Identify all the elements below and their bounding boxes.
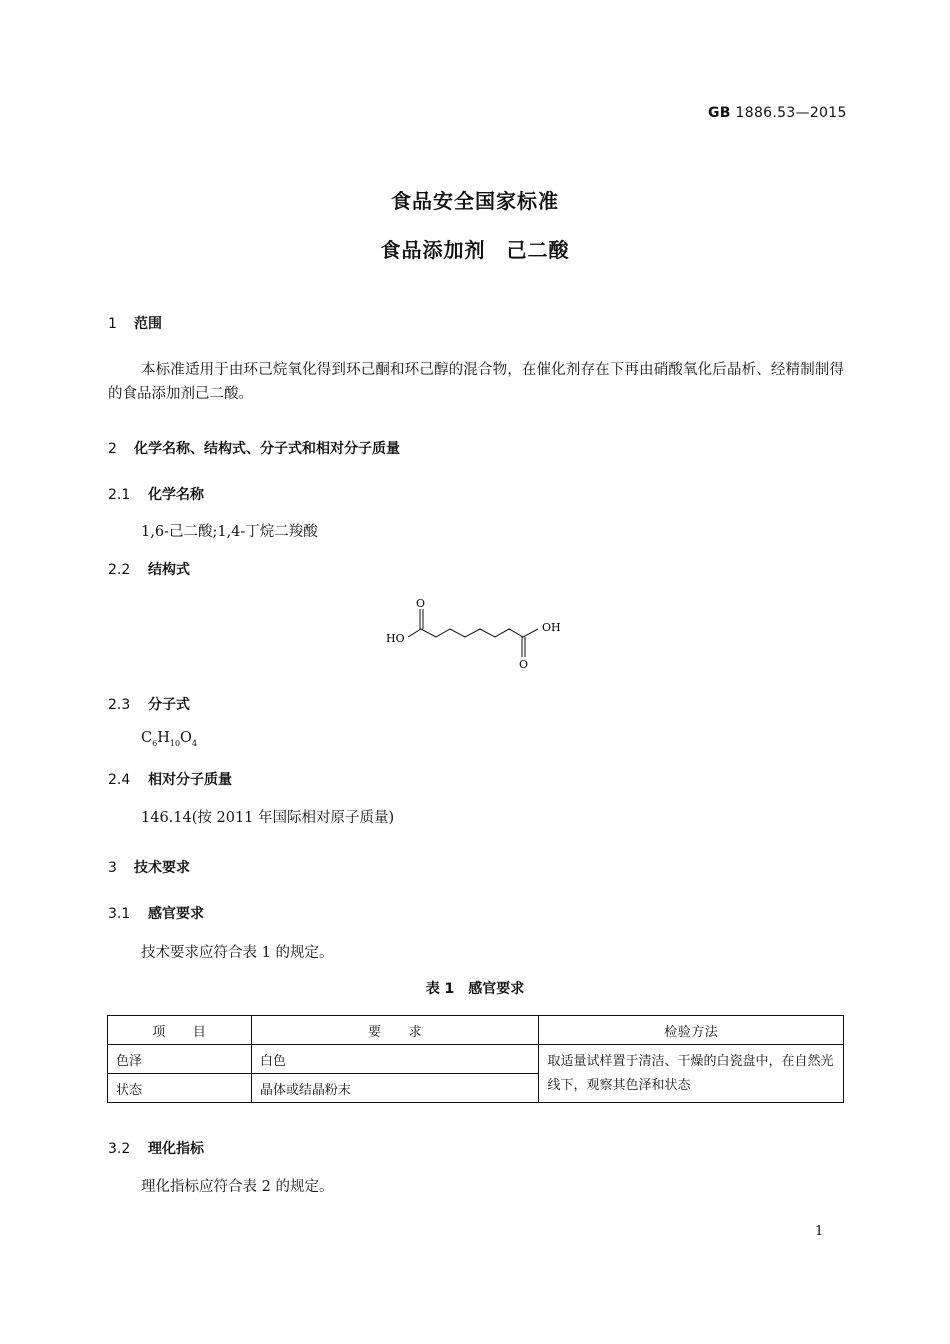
section-number: 3 bbox=[108, 860, 117, 876]
section-2-heading bbox=[108, 438, 400, 458]
formula-c-count: 6 bbox=[152, 738, 158, 748]
section-title: 范围 bbox=[134, 316, 162, 332]
section-2-1-heading bbox=[108, 484, 204, 504]
physicochemical-note: 理化指标应符合表 2 的规定。 bbox=[141, 1179, 334, 1195]
section-title: 分子式 bbox=[148, 697, 190, 713]
section-title: 化学名称 bbox=[148, 487, 204, 503]
section-number: 2.1 bbox=[108, 487, 131, 503]
standard-code bbox=[708, 105, 847, 121]
page-number: 1 bbox=[815, 1224, 824, 1239]
formula-c: C bbox=[141, 730, 153, 746]
table-row bbox=[108, 1045, 844, 1074]
oxygen-top-label: O bbox=[416, 597, 426, 610]
sensory-requirements-table bbox=[107, 1015, 844, 1103]
section-2-3-heading bbox=[108, 694, 190, 714]
section-1-heading bbox=[108, 313, 162, 333]
header-requirement: 要 求 bbox=[251, 1016, 539, 1045]
row-requirement: 白色 bbox=[251, 1045, 539, 1074]
section-title: 感官要求 bbox=[148, 906, 204, 922]
section-2-2-heading bbox=[108, 559, 190, 579]
molecular-weight: 146.14(按 2011 年国际相对原子质量) bbox=[141, 810, 395, 826]
section-title: 技术要求 bbox=[134, 860, 190, 876]
main-title: 食品安全国家标准 bbox=[391, 189, 559, 213]
chemical-name: 1,6-己二酸;1,4-丁烷二羧酸 bbox=[141, 524, 318, 540]
standard-code-prefix: GB bbox=[708, 105, 731, 121]
scope-paragraph bbox=[108, 358, 844, 406]
section-title: 化学名称、结构式、分子式和相对分子质量 bbox=[134, 441, 400, 457]
row-item: 色泽 bbox=[108, 1045, 252, 1074]
section-number: 2.3 bbox=[108, 697, 131, 713]
scope-text: 本标准适用于由环己烷氧化得到环己酮和环己醇的混合物，在催化剂存在下再由硝酸氧化后晶析、经精制制得的食品添加剂己二酸。 bbox=[108, 362, 844, 402]
section-number: 3.2 bbox=[108, 1141, 131, 1157]
hydroxyl-right-label: OH bbox=[542, 621, 561, 634]
sensory-requirement-note: 技术要求应符合表 1 的规定。 bbox=[141, 945, 334, 961]
structural-formula bbox=[380, 592, 580, 677]
row-requirement: 晶体或结晶粉末 bbox=[251, 1074, 539, 1103]
formula-h-count: 10 bbox=[169, 738, 181, 748]
section-number: 1 bbox=[108, 316, 117, 332]
section-number: 3.1 bbox=[108, 906, 131, 922]
section-title: 结构式 bbox=[148, 562, 190, 578]
formula-o-count: 4 bbox=[191, 738, 198, 748]
row-item: 状态 bbox=[108, 1074, 252, 1103]
table-header-row bbox=[108, 1016, 844, 1045]
formula-o: O bbox=[180, 730, 192, 746]
formula-h: H bbox=[157, 730, 170, 746]
section-2-4-heading bbox=[108, 769, 232, 789]
header-item: 项 目 bbox=[108, 1016, 252, 1045]
molecular-formula bbox=[141, 730, 197, 748]
standard-code-number: 1886.53—2015 bbox=[735, 105, 847, 121]
section-3-heading bbox=[108, 857, 190, 877]
oxygen-bottom-label: O bbox=[519, 658, 529, 671]
section-number: 2.4 bbox=[108, 772, 131, 788]
section-title: 理化指标 bbox=[148, 1141, 204, 1157]
section-3-1-heading bbox=[108, 903, 204, 923]
table-1-caption: 表 1 感官要求 bbox=[425, 981, 525, 997]
section-3-2-heading bbox=[108, 1138, 204, 1158]
section-title: 相对分子质量 bbox=[148, 772, 232, 788]
hydroxyl-left-label: HO bbox=[386, 632, 405, 645]
header-method: 检验方法 bbox=[539, 1016, 844, 1045]
sub-title: 食品添加剂 己二酸 bbox=[380, 238, 570, 262]
section-number: 2 bbox=[108, 441, 117, 457]
inspection-method: 取适量试样置于清洁、干燥的白瓷盘中，在自然光线下，观察其色泽和状态 bbox=[539, 1045, 844, 1103]
section-number: 2.2 bbox=[108, 562, 131, 578]
